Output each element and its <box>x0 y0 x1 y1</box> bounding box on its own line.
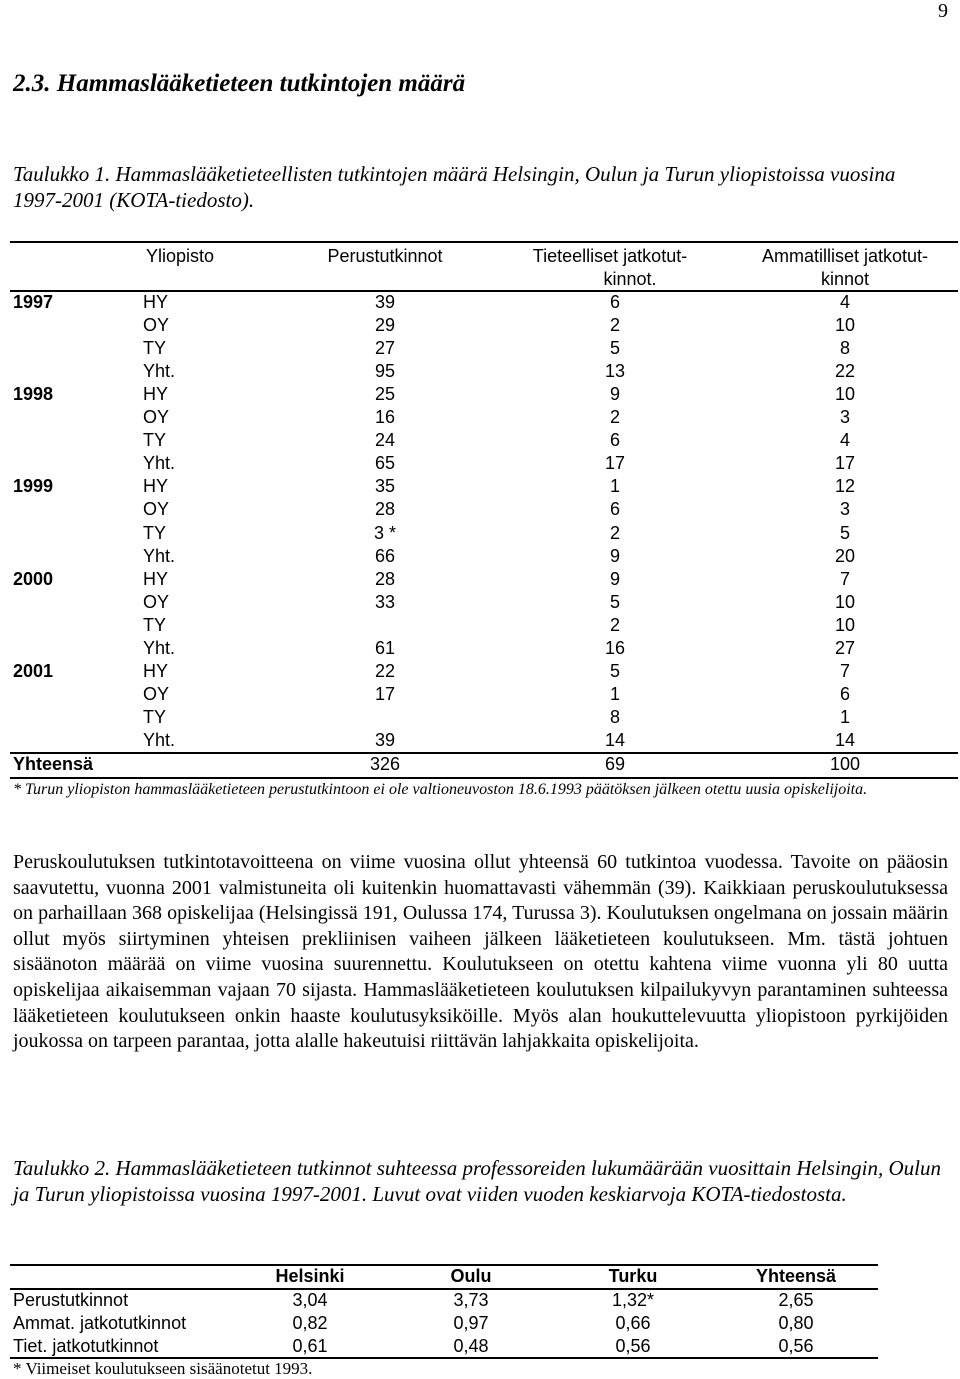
table1-cell-university: Yht. <box>143 545 176 566</box>
table1-cell-perus: 35 <box>374 476 396 497</box>
table2-header-oulu: Oulu <box>450 1266 492 1286</box>
table1-cell-perus: 25 <box>374 384 396 405</box>
table1-header-tiet-2: kinnot. <box>603 269 657 289</box>
table2-cell-value: 2,65 <box>778 1290 814 1310</box>
table2-cell-value: 0,61 <box>292 1336 328 1356</box>
table1-cell-perus: 3 * <box>373 522 397 543</box>
table1-cell-year: 1997 <box>13 292 54 312</box>
table1-cell-tiet: 16 <box>604 637 626 658</box>
table1-cell-amm: 4 <box>839 430 850 451</box>
table1-cell-tiet: 2 <box>609 315 620 336</box>
table1-cell-perus: 22 <box>374 660 396 681</box>
table2-cell-value: 0,82 <box>292 1313 328 1333</box>
table1-cell-amm: 20 <box>834 545 856 566</box>
table2-row-label: Tiet. jatkotutkinnot <box>13 1336 159 1356</box>
table1-total-label: Yhteensä <box>13 754 94 774</box>
table1-cell-amm: 6 <box>839 683 850 704</box>
table2-cell-value: 0,48 <box>453 1336 489 1356</box>
table1-cell-perus: 65 <box>374 453 396 474</box>
table2-caption: Taulukko 2. Hammaslääketieteen tutkinnot suhteessa professoreiden lukumäärään vuosittain Helsingin, Oulun ja Turun yliopistoissa vuosina 1997-2001. Luvut ovat viiden vuoden keskiarvoja KOTA-tiedostosta. <box>13 1156 941 1206</box>
table1-cell-university: Yht. <box>143 729 176 750</box>
table1-cell-amm: 27 <box>834 637 856 658</box>
table1-cell-tiet: 14 <box>604 729 626 750</box>
table2-cell-value: 3,04 <box>292 1290 328 1310</box>
table1-cell-perus: 28 <box>374 568 396 589</box>
table2-header-helsinki: Helsinki <box>275 1266 345 1286</box>
table1-cell-perus: 17 <box>374 683 396 704</box>
table1-cell-tiet: 6 <box>609 292 620 312</box>
table1-cell-amm: 17 <box>834 453 856 474</box>
table1-cell-year: 1999 <box>13 476 54 497</box>
table1-header-tiet-1: Tieteelliset jatkotut- <box>532 246 688 266</box>
table1-cell-university: OY <box>143 683 170 704</box>
table1-cell-university: TY <box>143 706 167 727</box>
table1-cell-amm: 3 <box>839 407 850 428</box>
table1-total-amm: 100 <box>829 754 861 774</box>
table1-cell-perus: 24 <box>374 430 396 451</box>
table1-cell-university: HY <box>143 660 169 681</box>
table1-cell-amm: 12 <box>834 476 856 497</box>
table1-cell-amm: 10 <box>834 591 856 612</box>
table1-cell-university: OY <box>143 315 170 336</box>
table1-total-tiet: 69 <box>604 754 626 774</box>
table1-cell-tiet: 9 <box>609 545 620 566</box>
table1-cell-amm: 7 <box>839 568 850 589</box>
table2-cell-value: 0,66 <box>615 1313 651 1333</box>
table1-cell-amm: 4 <box>839 292 850 312</box>
table1-header-yliopisto: Yliopisto <box>145 246 215 266</box>
table2-footnote: * Viimeiset koulutukseen sisäänotetut 1993. <box>13 1359 313 1378</box>
table1-cell-amm: 14 <box>834 729 856 750</box>
table1-cell-tiet: 9 <box>609 384 620 405</box>
table2-row-label: Ammat. jatkotutkinnot <box>13 1313 187 1333</box>
table1-cell-university: Yht. <box>143 453 176 474</box>
table2-cell-value: 1,32* <box>611 1290 655 1310</box>
table1-cell-tiet: 5 <box>609 591 620 612</box>
table1-cell-amm: 22 <box>834 361 856 382</box>
table1-cell-tiet: 17 <box>604 453 626 474</box>
table1-top-rule <box>10 241 958 243</box>
table1-cell-perus: 66 <box>374 545 396 566</box>
table1-cell-university: TY <box>143 614 167 635</box>
table1-cell-university: Yht. <box>143 637 176 658</box>
table1-header-amm-1: Ammatilliset jatkotut- <box>761 246 929 266</box>
table2-cell-value: 0,80 <box>778 1313 814 1333</box>
table2-header-turku: Turku <box>608 1266 658 1286</box>
page-number: 9 <box>938 0 948 22</box>
body-paragraph: Peruskoulutuksen tutkintotavoitteena on viime vuosina ollut yhteensä 60 tutkintoa vuodessa. Tavoite on pääosin saavutettu, vuonna 2001 valmistuneita oli kuitenkin huomattavasti vähemmän (39). Kaikkiaan peruskoulutuksessa on parhaillaan 368 opiskelijaa (Helsingissä 191, Oulussa 174, Turussa 3). Koulutuksen ongelmana on jossain määrin ollut myös siirtyminen yhteisen prekliinisen vaiheen jälkeen lääketieteen koulutukseen. Mm. tästä johtuen sisäänoton määrää on viime vuosina suurennettu. Koulutukseen on otettu kahtena viime vuonna yli 80 uutta opiskelijaa aikaisemman vajaan 70 sijasta. Hammaslääketieteen koulutuksen kilpailukyvyn parantaminen suhteessa lääketieteen koulutukseen onkin haaste koulutusyksiköille. Myös alan houkuttelevuutta yliopistoon pyrkijöiden joukossa on tarpeen parantaa, jotta alalle hakeutuisi riittävän lahjakkaita opiskelijoita. <box>13 851 948 1053</box>
table1-cell-perus: 28 <box>374 499 396 520</box>
table1-cell-perus: 27 <box>374 338 396 359</box>
table1-cell-university: TY <box>143 338 167 359</box>
table1-cell-perus: 39 <box>374 729 396 750</box>
table1-cell-university: OY <box>143 499 170 520</box>
table1-cell-university: Yht. <box>143 361 176 382</box>
table1-cell-year: 2001 <box>13 660 54 681</box>
table1-cell-perus: 29 <box>374 315 396 336</box>
table1-cell-amm: 5 <box>839 522 850 543</box>
table1-cell-university: HY <box>143 476 169 497</box>
table1-cell-amm: 7 <box>839 660 850 681</box>
table1-cell-tiet: 5 <box>609 338 620 359</box>
table1-cell-amm: 1 <box>839 706 850 727</box>
table1-cell-university: OY <box>143 407 170 428</box>
table1-cell-tiet: 1 <box>609 476 620 497</box>
table1-cell-year: 2000 <box>13 568 54 589</box>
table1-cell-amm: 10 <box>834 614 856 635</box>
table1-cell-perus: 61 <box>374 637 396 658</box>
table1-cell-tiet: 5 <box>609 660 620 681</box>
table2-header-yhteensa: Yhteensä <box>755 1266 837 1286</box>
table1-cell-tiet: 2 <box>609 522 620 543</box>
table1-cell-university: HY <box>143 384 169 405</box>
table1-cell-tiet: 13 <box>604 361 626 382</box>
table1-cell-tiet: 9 <box>609 568 620 589</box>
table1-cell-university: OY <box>143 591 170 612</box>
table1-cell-amm: 8 <box>839 338 850 359</box>
section-title: 2.3. Hammaslääketieteen tutkintojen määrä <box>13 70 466 97</box>
table2-cell-value: 0,56 <box>615 1336 651 1356</box>
table1-cell-university: HY <box>143 568 169 589</box>
table1-total-perus: 326 <box>369 754 401 774</box>
table2-cell-value: 0,97 <box>453 1313 489 1333</box>
table1-cell-tiet: 6 <box>609 430 620 451</box>
table1-cell-perus: 95 <box>374 361 396 382</box>
table2-cell-value: 0,56 <box>778 1336 814 1356</box>
table1-cell-tiet: 6 <box>609 499 620 520</box>
table2-row-label: Perustutkinnot <box>13 1290 129 1310</box>
table1-cell-amm: 10 <box>834 315 856 336</box>
table1-cell-year: 1998 <box>13 384 54 405</box>
table1-cell-amm: 3 <box>839 499 850 520</box>
table1-cell-university: TY <box>143 430 167 451</box>
table1-cell-tiet: 1 <box>609 683 620 704</box>
table1-cell-university: HY <box>143 292 169 312</box>
table1-cell-amm: 10 <box>834 384 856 405</box>
table1-cell-tiet: 2 <box>609 407 620 428</box>
table1-cell-perus: 39 <box>374 292 396 312</box>
table2-cell-value: 3,73 <box>453 1290 489 1310</box>
table1-cell-university: TY <box>143 522 167 543</box>
table1-header-perus: Perustutkinnot <box>327 246 443 266</box>
table1-cell-perus: 33 <box>374 591 396 612</box>
table1-cell-perus: 16 <box>374 407 396 428</box>
table1-footnote: * Turun yliopiston hammaslääketieteen perustutkintoon ei ole valtioneuvoston 18.6.1993 päätöksen jälkeen otettu uusia opiskelijoita. <box>13 781 868 798</box>
table1-caption: Taulukko 1. Hammaslääketieteellisten tutkintojen määrä Helsingin, Oulun ja Turun yliopistoissa vuosina 1997-2001 (KOTA-tiedosto). <box>13 162 896 212</box>
table1-cell-tiet: 2 <box>609 614 620 635</box>
table1-cell-tiet: 8 <box>609 706 620 727</box>
table1-header-amm-2: kinnot <box>820 269 870 289</box>
